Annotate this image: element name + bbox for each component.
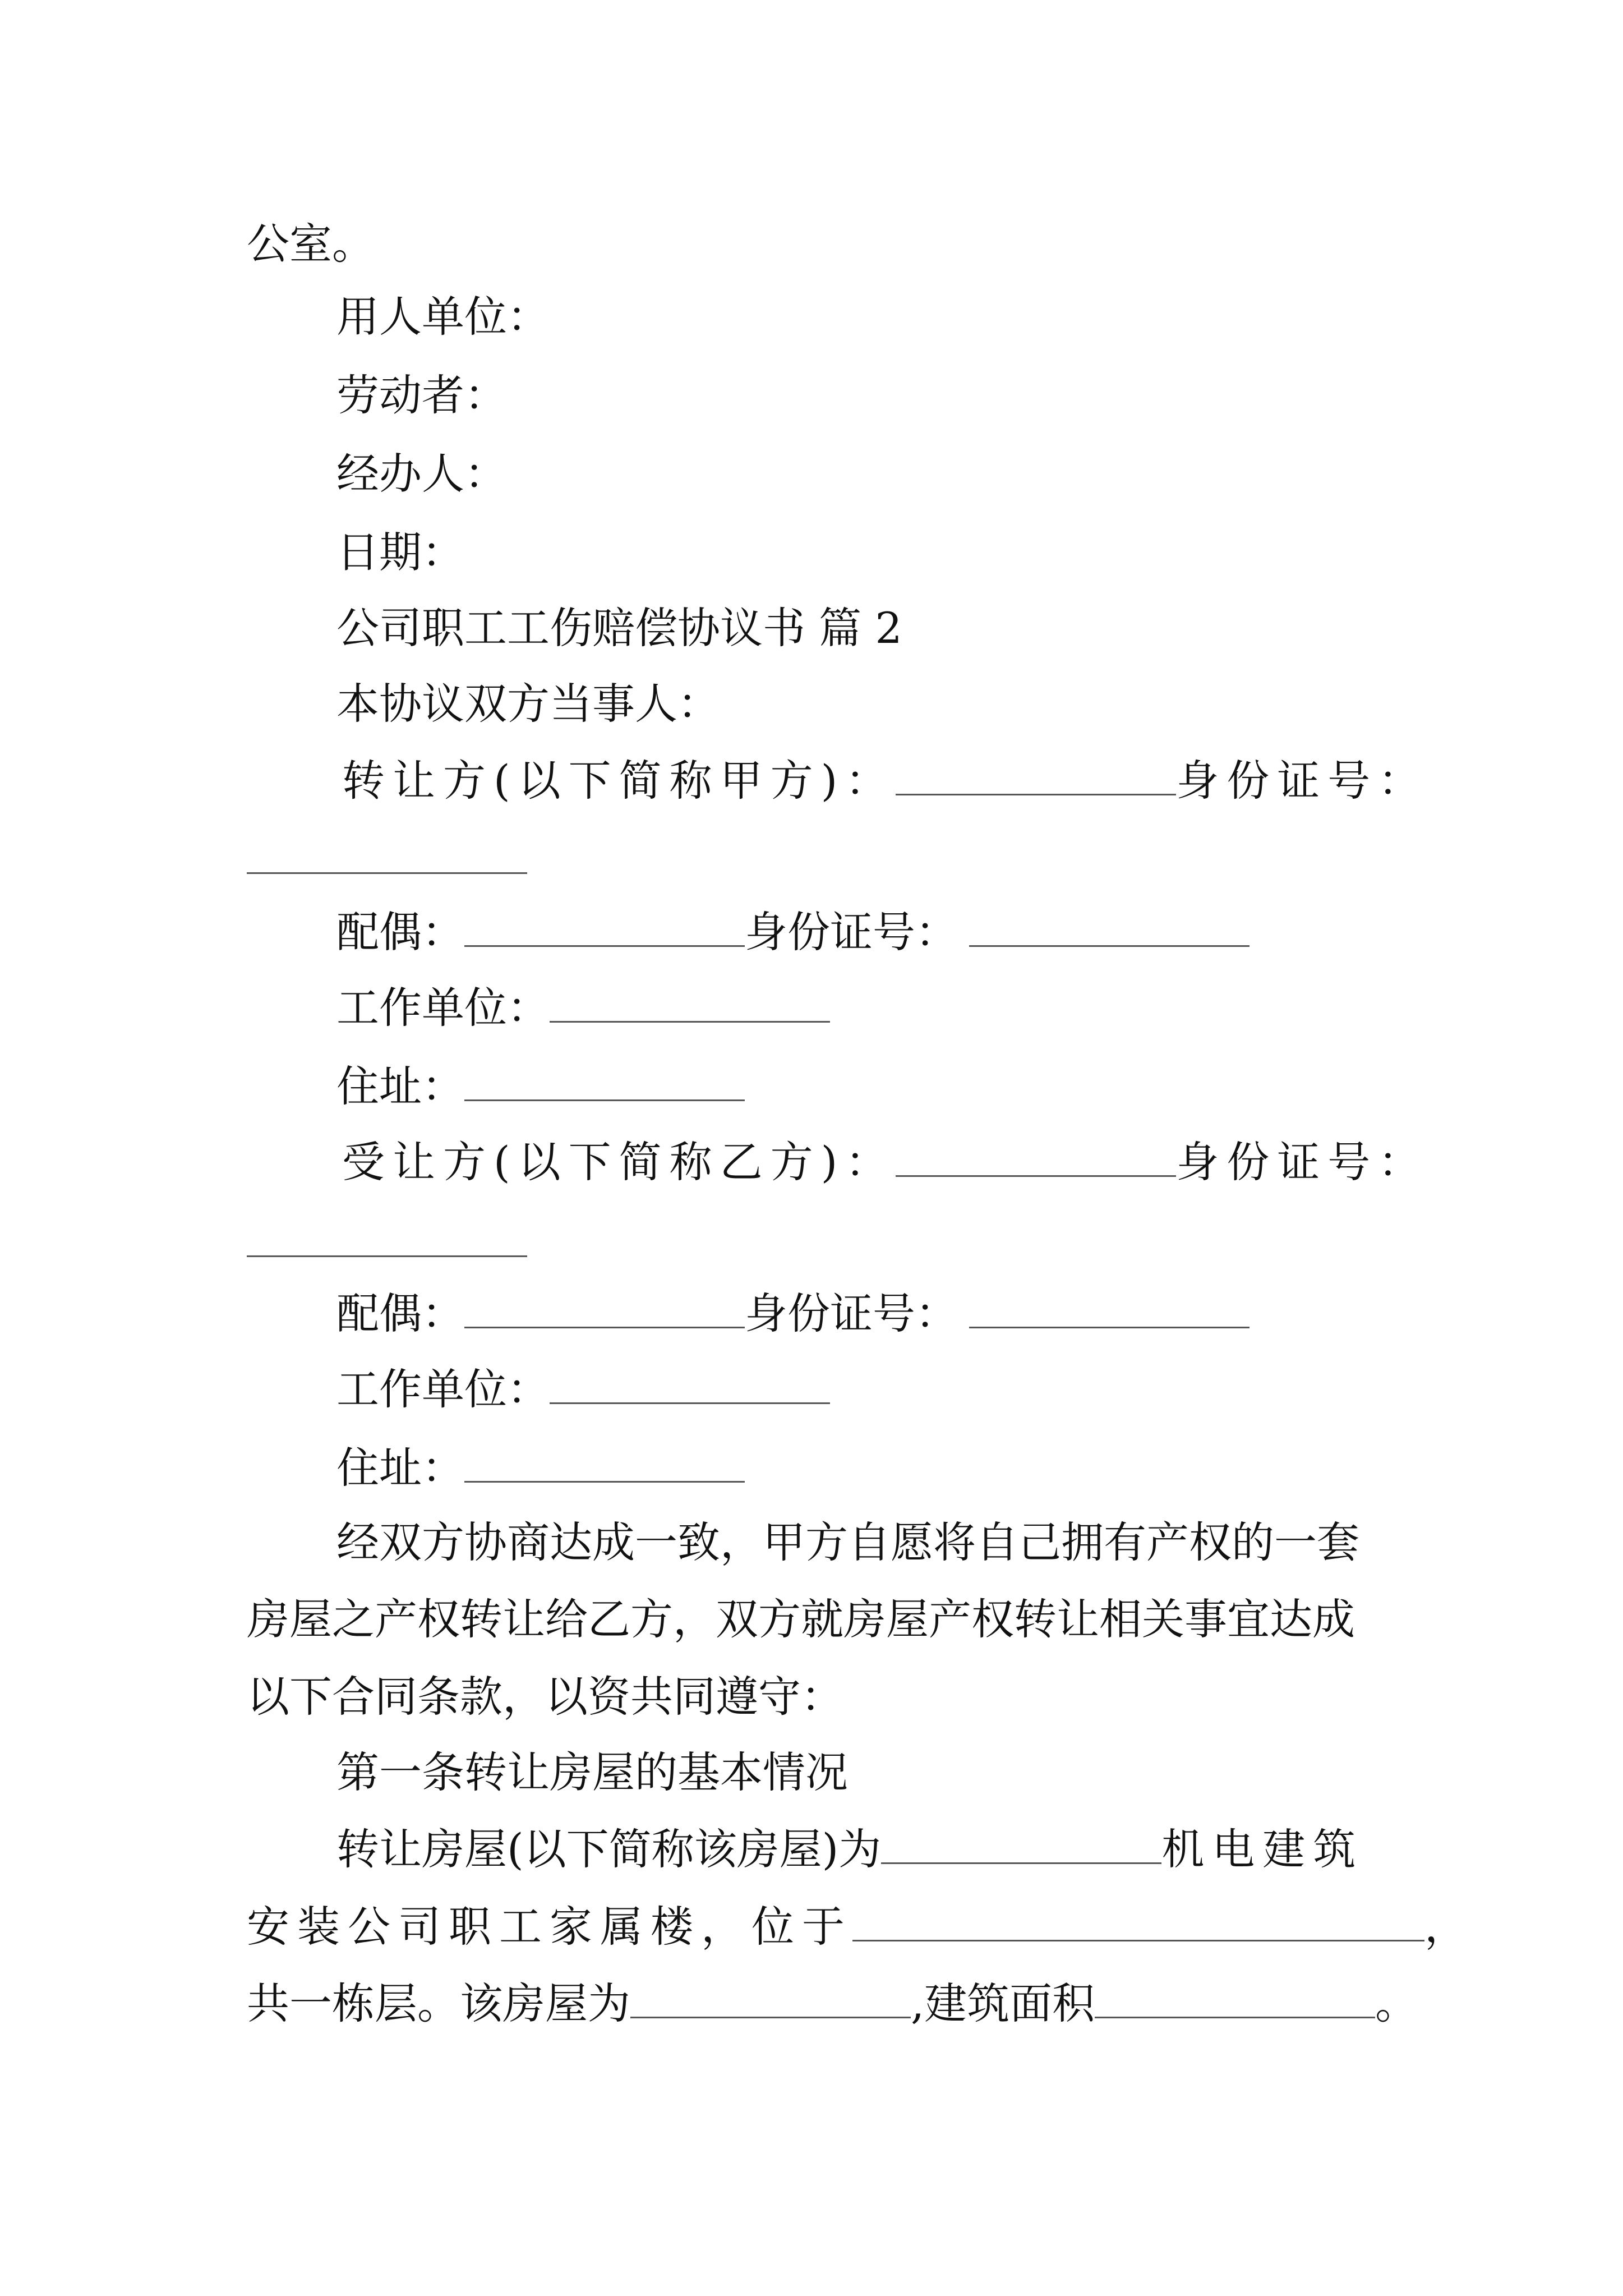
transferee-line: [0, 1130, 1623, 1192]
text-line: [0, 213, 1623, 275]
address-line: [0, 1055, 1623, 1116]
signature-label-date: [0, 522, 1623, 583]
blank-field: [896, 749, 1176, 795]
line-text: 房屋之产权转让给乙方，双方就房屋产权转让相关事宜达成: [247, 1594, 1355, 1644]
paragraph-line: [0, 1666, 1623, 1728]
line-text: 以下合同条款，以资共同遵守：: [247, 1672, 843, 1722]
line-text: ,建筑面积: [911, 1978, 1095, 2028]
line-text: 工作单位：: [336, 1364, 550, 1414]
blank-field: [247, 872, 527, 874]
text-line: [0, 673, 1623, 735]
paragraph-line: [0, 1818, 1623, 1879]
workplace-line: [0, 1358, 1623, 1419]
line-text: 工作单位：: [336, 983, 550, 1033]
blank-field: [464, 1282, 745, 1328]
spouse-line: [0, 1282, 1623, 1343]
blank-field: [881, 1818, 1161, 1864]
line-text: 住址：: [336, 1061, 464, 1111]
blank-field: [896, 1130, 1176, 1177]
blank-field: [630, 1972, 911, 2018]
line-text: 身份证号：: [1176, 756, 1429, 806]
line-text: 本协议双方当事人：: [336, 679, 720, 729]
line-text: 转让方(以下简称甲方)：: [342, 756, 896, 806]
blank-field: [852, 1895, 1424, 1941]
signature-label-employer: [0, 286, 1623, 348]
clause-heading: [0, 1742, 1623, 1803]
line-text: 住址：: [336, 1443, 464, 1493]
paragraph-line: [0, 1972, 1623, 2033]
blank-field: [464, 1055, 745, 1101]
line-text: 身份证号：: [745, 1289, 958, 1338]
paragraph-line: [0, 1512, 1623, 1573]
section-heading: [0, 597, 1623, 659]
address-line: [0, 1436, 1623, 1498]
blank-field: [550, 976, 830, 1023]
line-text: 劳动者：: [336, 370, 507, 420]
line-text: 机电建筑: [1161, 1824, 1364, 1874]
line-text: 共一栋层。该房屋为: [247, 1978, 630, 2028]
blank-field: [1095, 1972, 1375, 2018]
line-text: 身份证号：: [1176, 1137, 1429, 1187]
line-text: 日期：: [336, 527, 464, 577]
transferor-line: [0, 749, 1623, 811]
blank-field: [464, 900, 745, 947]
line-text: 配偶：: [336, 1289, 464, 1338]
line-text: 公室。: [247, 219, 375, 269]
line-text: 第一条转让房屋的基本情况: [336, 1747, 848, 1797]
blank-field: [550, 1358, 830, 1404]
line-text: 配偶：: [336, 907, 464, 957]
paragraph-line: [0, 1895, 1623, 1957]
signature-label-worker: [0, 365, 1623, 426]
spouse-line: [0, 900, 1623, 962]
line-text: 安装公司职工家属楼，位于: [247, 1902, 852, 1952]
workplace-line: [0, 976, 1623, 1038]
line-text: 受让方(以下简称乙方)：: [342, 1137, 896, 1187]
blank-field: [464, 1436, 745, 1483]
line-text: 公司职工工伤赔偿协议书 篇 2: [336, 603, 902, 653]
line-text: 经双方协商达成一致，甲方自愿将自己拥有产权的一套: [336, 1517, 1359, 1567]
blank-field: [247, 1255, 527, 1257]
line-text: ，: [1424, 1902, 1475, 1952]
signature-label-handler: [0, 443, 1623, 505]
line-text: 身份证号：: [745, 907, 958, 957]
line-text: 。: [1375, 1978, 1418, 2028]
line-text: 用人单位：: [336, 292, 550, 342]
blank-field: [969, 900, 1249, 947]
line-text: 转让房屋(以下简称该房屋)为: [336, 1824, 882, 1874]
paragraph-line: [0, 1589, 1623, 1650]
blank-field: [969, 1282, 1249, 1328]
line-text: 经办人：: [336, 449, 507, 499]
